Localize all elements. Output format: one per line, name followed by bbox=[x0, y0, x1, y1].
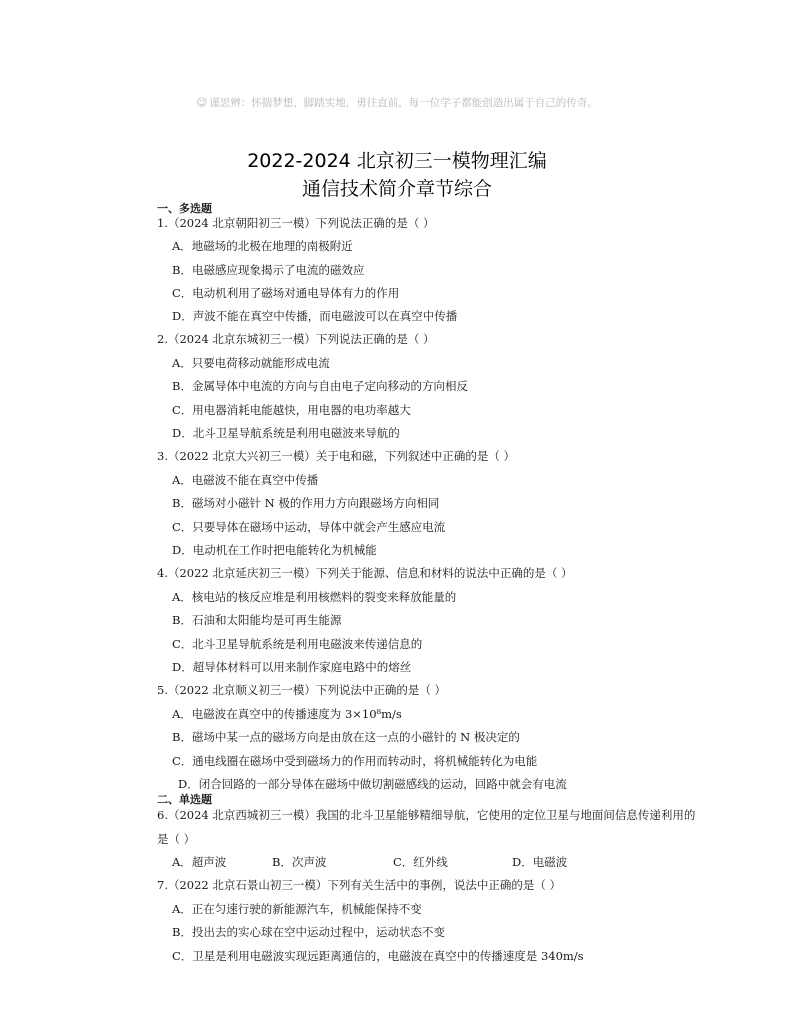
question-3-stem: 3.（2022 北京大兴初三一模）关于电和磁，下列叙述中正确的是（ ） bbox=[157, 449, 516, 463]
smile-icon: ☺ bbox=[196, 97, 208, 109]
question-6-option-d: D．电磁波 bbox=[512, 855, 568, 869]
question-4-option-a: A．核电站的核反应堆是利用核燃料的裂变来释放能量的 bbox=[172, 590, 457, 604]
question-6-option-a: A．超声波 bbox=[172, 855, 227, 869]
question-7-option-c: C．卫星是利用电磁波实现远距离通信的，电磁波在真空中的传播速度是 340m/s bbox=[172, 949, 584, 963]
question-6-stem-continued: 是（ ） bbox=[157, 832, 196, 846]
question-5-option-c: C．通电线圈在磁场中受到磁场力的作用而转动时，将机械能转化为电能 bbox=[172, 754, 538, 768]
question-2-stem: 2.（2024 北京东城初三一模）下列说法正确的是（ ） bbox=[157, 332, 435, 346]
question-4-stem: 4.（2022 北京延庆初三一模）下列关于能源、信息和材料的说法中正确的是（ ） bbox=[157, 566, 573, 580]
question-4-option-d: D．超导体材料可以用来制作家庭电路中的熔丝 bbox=[172, 660, 412, 674]
question-3-option-a: A．电磁波不能在真空中传播 bbox=[172, 473, 319, 487]
question-5-stem: 5.（2022 北京顺义初三一模）下列说法中正确的是（ ） bbox=[157, 683, 447, 697]
question-6-stem: 6.（2024 北京西城初三一模）我国的北斗卫星能够精细导航，它使用的定位卫星与地面间信息传递利用的 bbox=[157, 808, 696, 822]
question-7-stem: 7.（2022 北京石景山初三一模）下列有关生活中的事例，说法中正确的是（ ） bbox=[157, 878, 562, 892]
question-6-option-b: B．次声波 bbox=[272, 855, 327, 869]
question-2-option-c: C．用电器消耗电能越快，用电器的电功率越大 bbox=[172, 403, 411, 417]
question-1-option-d: D．声波不能在真空中传播，而电磁波可以在真空中传播 bbox=[172, 309, 458, 323]
question-7-option-b: B．投出去的实心球在空中运动过程中，运动状态不变 bbox=[172, 925, 445, 939]
question-3-option-d: D．电动机在工作时把电能转化为机械能 bbox=[172, 543, 377, 557]
question-6-option-c: C．红外线 bbox=[393, 855, 448, 869]
question-2-option-a: A．只要电荷移动就能形成电流 bbox=[172, 356, 330, 370]
question-1-option-c: C．电动机利用了磁场对通电导体有力的作用 bbox=[172, 286, 400, 300]
section-heading-single: 二、单选题 bbox=[157, 793, 212, 806]
question-1-option-a: A．地磁场的北极在地理的南极附近 bbox=[172, 239, 353, 253]
question-1-option-b: B．电磁感应现象揭示了电流的磁效应 bbox=[172, 263, 365, 277]
section-heading-multi: 一、多选题 bbox=[157, 202, 212, 215]
question-4-option-c: C．北斗卫星导航系统是利用电磁波来传递信息的 bbox=[172, 637, 423, 651]
question-2-option-d: D．北斗卫星导航系统是利用电磁波来导航的 bbox=[172, 426, 400, 440]
question-7-option-a: A．正在匀速行驶的新能源汽车，机械能保持不变 bbox=[172, 902, 422, 916]
question-5-option-b: B．磁场中某一点的磁场方向是由放在这一点的小磁针的 N 极决定的 bbox=[172, 730, 520, 744]
motto-text: 谨思辨：怀揣梦想，脚踏实地，勇往直前，每一位学子都能创造出属于自己的传奇。 bbox=[209, 97, 598, 109]
question-2-option-b: B．金属导体中电流的方向与自由电子定向移动的方向相反 bbox=[172, 379, 468, 393]
question-4-option-b: B．石油和太阳能均是可再生能源 bbox=[172, 613, 342, 627]
question-3-option-b: B．磁场对小磁针 N 极的作用力方向跟磁场方向相同 bbox=[172, 496, 440, 510]
question-5-option-d: D．闭合回路的一部分导体在磁场中做切割磁感线的运动，回路中就会有电流 bbox=[178, 777, 567, 791]
question-1-stem: 1.（2024 北京朝阳初三一模）下列说法正确的是（ ） bbox=[157, 216, 435, 230]
question-5-option-a: A．电磁波在真空中的传播速度为 3×10⁸m/s bbox=[172, 707, 402, 721]
document-title: 2022-2024 北京初三一模物理汇编 bbox=[247, 150, 547, 172]
header-motto bbox=[0, 95, 794, 110]
document-subtitle: 通信技术简介章节综合 bbox=[301, 178, 492, 200]
question-3-option-c: C．只要导体在磁场中运动，导体中就会产生感应电流 bbox=[172, 520, 446, 534]
